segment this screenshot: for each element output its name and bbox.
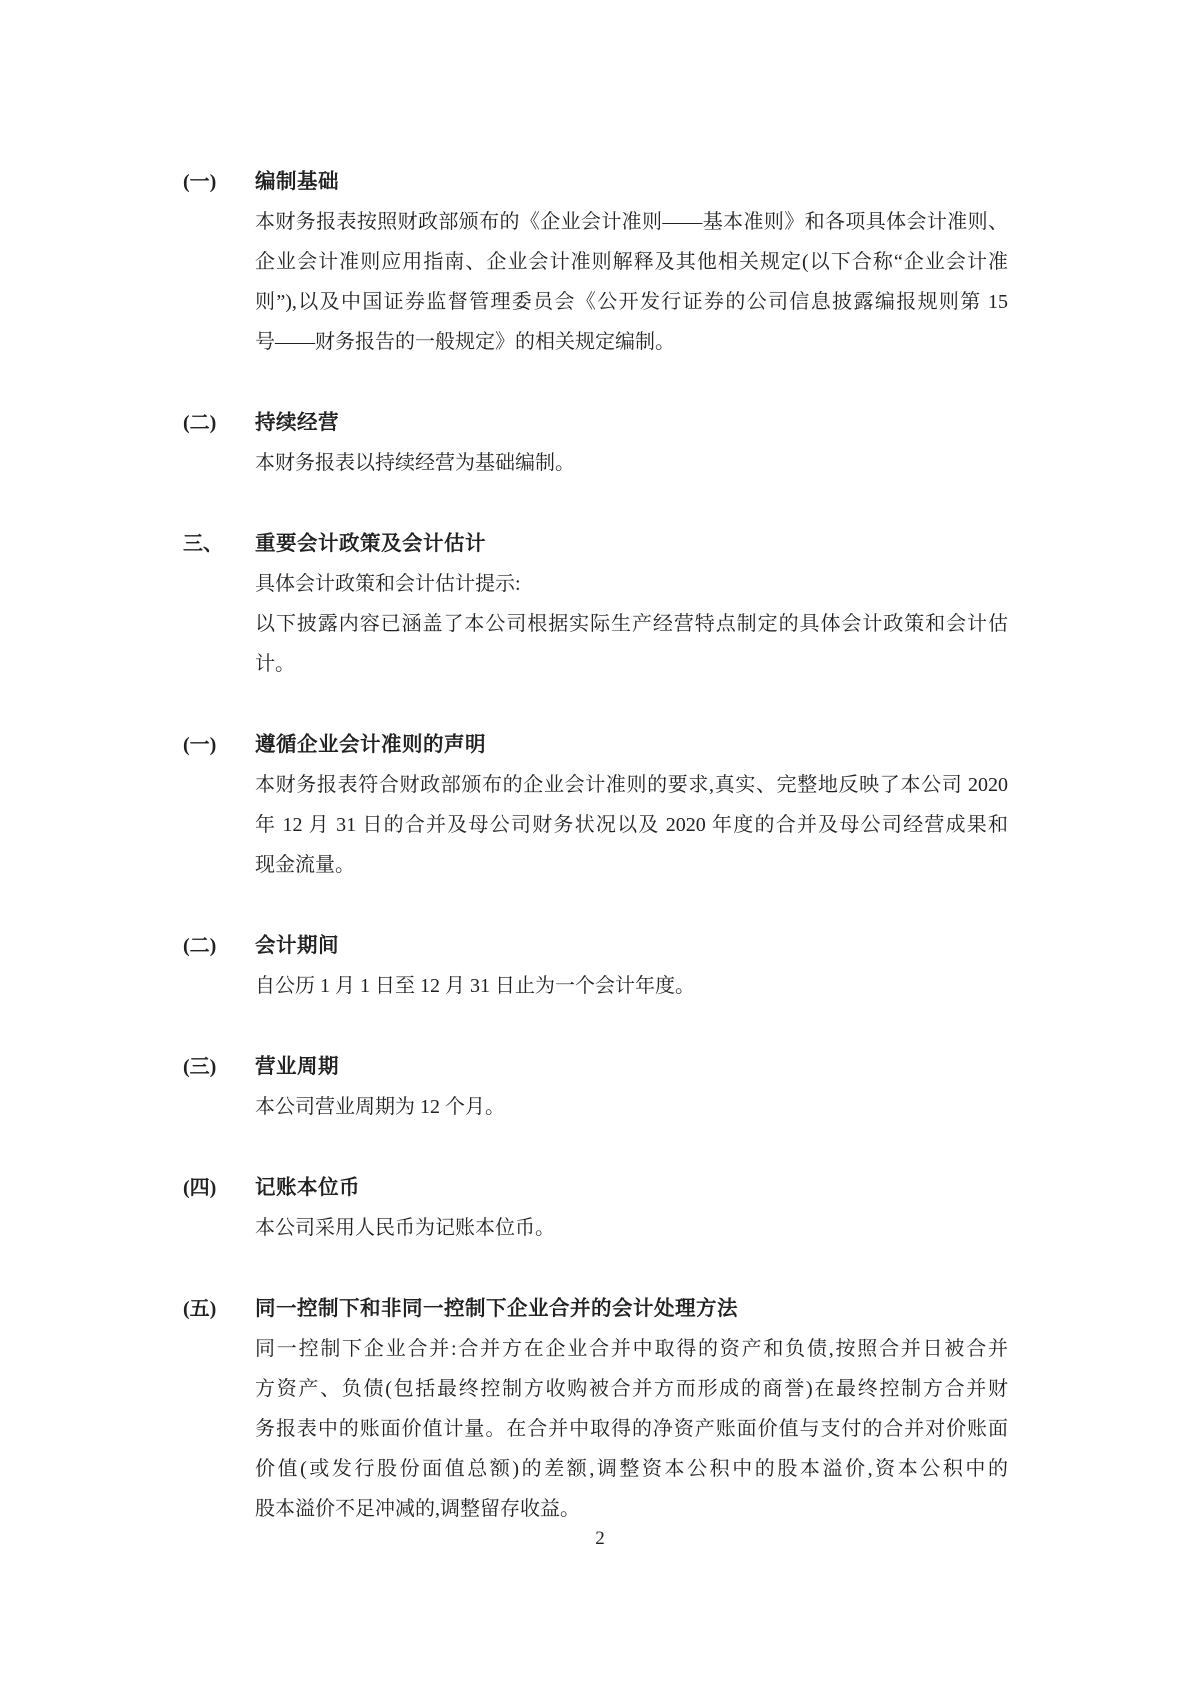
section-body bbox=[255, 162, 1008, 362]
page-number: 2 bbox=[595, 1528, 605, 1549]
section-title: 会计期间 bbox=[255, 935, 339, 957]
paragraph-line: 企业会计准则应用指南、企业会计准则解释及其他相关规定(以下合称“企业会计准 bbox=[255, 251, 1008, 273]
page-content bbox=[183, 162, 1008, 1529]
paragraph-line: 务报表中的账面价值计量。在合并中取得的净资产账面价值与支付的合并对价账面 bbox=[255, 1418, 1008, 1440]
section-body bbox=[255, 926, 1008, 1006]
section-body bbox=[255, 1047, 1008, 1127]
section bbox=[183, 403, 1008, 483]
section-body bbox=[255, 725, 1008, 885]
section-number: (二) bbox=[183, 935, 217, 957]
paragraph-line: 股本溢价不足冲减的,调整留存收益。 bbox=[255, 1498, 580, 1520]
section-title: 营业周期 bbox=[255, 1056, 339, 1078]
section-number: (四) bbox=[183, 1177, 217, 1199]
paragraph-line: 本公司采用人民币为记账本位币。 bbox=[255, 1217, 555, 1239]
section-number: 三、 bbox=[183, 533, 223, 555]
section-number: (三) bbox=[183, 1056, 217, 1078]
paragraph-line: 号——财务报告的一般规定》的相关规定编制。 bbox=[255, 331, 675, 353]
paragraph-line: 本公司营业周期为 12 个月。 bbox=[255, 1096, 505, 1118]
section-body bbox=[255, 1289, 1008, 1529]
paragraph-line: 本财务报表符合财政部颁布的企业会计准则的要求,真实、完整地反映了本公司 2020 bbox=[255, 774, 1008, 796]
paragraph-line: 方资产、负债(包括最终控制方收购被合并方而形成的商誉)在最终控制方合并财 bbox=[255, 1378, 1008, 1400]
section bbox=[183, 926, 1008, 1006]
section-body bbox=[255, 1168, 1008, 1248]
section-body bbox=[255, 524, 1008, 684]
paragraph-line: 价值(或发行股份面值总额)的差额,调整资本公积中的股本溢价,资本公积中的 bbox=[255, 1458, 1008, 1480]
section bbox=[183, 162, 1008, 362]
paragraph-line: 同一控制下企业合并:合并方在企业合并中取得的资产和负债,按照合并日被合并 bbox=[255, 1338, 1008, 1360]
paragraph-line: 本财务报表以持续经营为基础编制。 bbox=[255, 452, 575, 474]
section-number: (二) bbox=[183, 412, 217, 434]
section bbox=[183, 1047, 1008, 1127]
section bbox=[183, 1289, 1008, 1529]
paragraph-line: 年 12 月 31 日的合并及母公司财务状况以及 2020 年度的合并及母公司经营成果和 bbox=[255, 814, 1008, 836]
section-title: 同一控制下和非同一控制下企业合并的会计处理方法 bbox=[255, 1298, 738, 1320]
section-number: (五) bbox=[183, 1298, 217, 1320]
section-title: 编制基础 bbox=[255, 171, 339, 193]
paragraph-line: 以下披露内容已涵盖了本公司根据实际生产经营特点制定的具体会计政策和会计估 bbox=[255, 613, 1008, 635]
section bbox=[183, 524, 1008, 684]
section-body bbox=[255, 403, 1008, 483]
paragraph-line: 本财务报表按照财政部颁布的《企业会计准则——基本准则》和各项具体会计准则、 bbox=[255, 211, 1008, 233]
paragraph-line: 自公历 1 月 1 日至 12 月 31 日止为一个会计年度。 bbox=[255, 975, 695, 997]
section-number: (一) bbox=[183, 734, 217, 756]
paragraph-line: 则”),以及中国证券监督管理委员会《公开发行证券的公司信息披露编报规则第 15 bbox=[255, 291, 1008, 313]
paragraph-line: 现金流量。 bbox=[255, 854, 355, 876]
section-title: 持续经营 bbox=[255, 412, 339, 434]
section-title: 遵循企业会计准则的声明 bbox=[255, 734, 486, 756]
section-title: 记账本位币 bbox=[255, 1177, 360, 1199]
paragraph-line: 具体会计政策和会计估计提示: bbox=[255, 573, 521, 595]
paragraph-line: 计。 bbox=[255, 653, 295, 675]
section-number: (一) bbox=[183, 171, 217, 193]
section bbox=[183, 1168, 1008, 1248]
section bbox=[183, 725, 1008, 885]
section-title: 重要会计政策及会计估计 bbox=[255, 533, 486, 555]
